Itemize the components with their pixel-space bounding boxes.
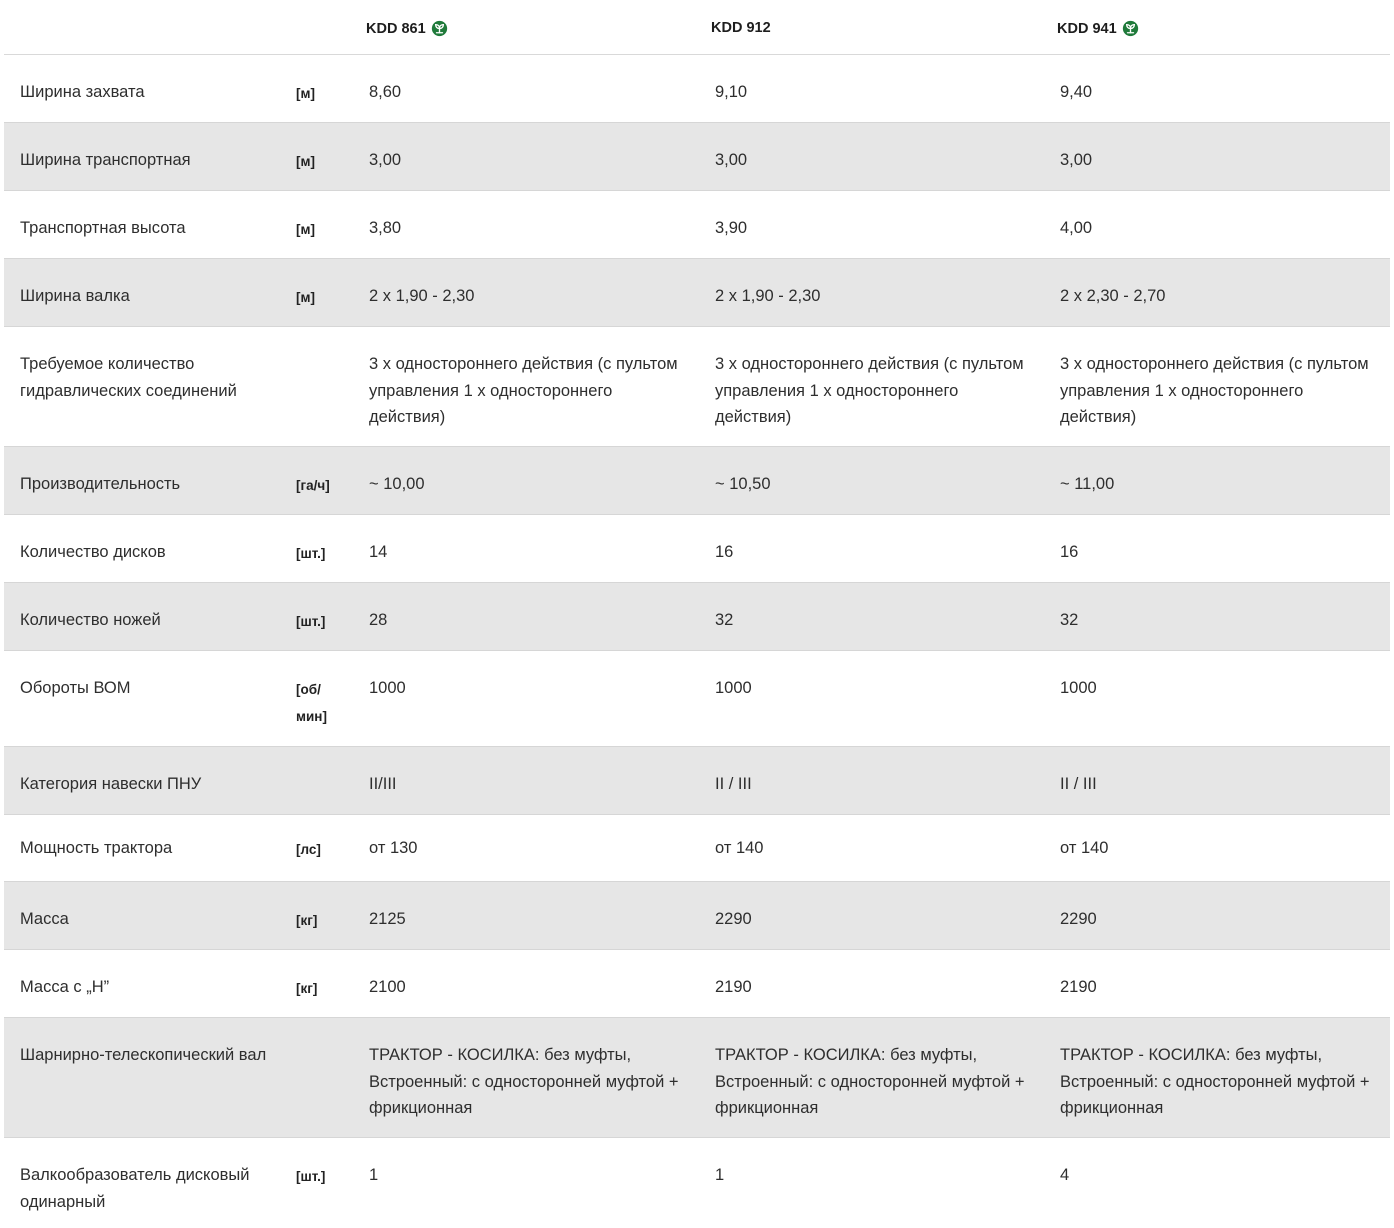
row-value: 4,00 — [1060, 219, 1093, 237]
table-row — [4, 515, 1390, 583]
eco-leaf-icon — [431, 20, 448, 37]
row-unit: [кг] — [296, 981, 318, 996]
row-value: 3,00 — [1060, 151, 1093, 169]
table-row — [4, 882, 1390, 950]
row-label: Мощность трактора — [20, 839, 173, 857]
row-value: 32 — [715, 611, 734, 629]
table-row — [4, 259, 1390, 327]
row-value: 2290 — [715, 910, 752, 928]
table-row — [4, 123, 1390, 191]
row-value: 2190 — [715, 978, 752, 996]
row-value: 28 — [369, 611, 388, 629]
table-row — [4, 815, 1390, 882]
spec-table — [4, 0, 1390, 1227]
table-row — [4, 747, 1390, 815]
row-unit: [м] — [296, 86, 315, 101]
row-label: Требуемое количество гидравлических соединений — [20, 355, 237, 400]
row-value: 3,80 — [369, 219, 402, 237]
row-value: от 140 — [1060, 839, 1109, 857]
row-label: Масса — [20, 910, 69, 928]
row-value: 4 — [1060, 1166, 1070, 1184]
row-unit: [лс] — [296, 842, 321, 857]
table-row — [4, 583, 1390, 651]
row-value: 1000 — [715, 679, 752, 697]
row-value: 2 x 1,90 - 2,30 — [715, 287, 821, 305]
row-unit: [шт.] — [296, 1169, 326, 1184]
model-name: KDD 912 — [711, 20, 771, 36]
row-value: ~ 11,00 — [1060, 475, 1115, 493]
row-label: Ширина захвата — [20, 83, 145, 101]
row-value: ~ 10,00 — [369, 475, 425, 493]
row-unit: [об/ мин] — [296, 682, 327, 724]
row-label: Масса с „H” — [20, 978, 110, 996]
row-unit: [шт.] — [296, 546, 326, 561]
row-value: от 130 — [369, 839, 418, 857]
row-value: ТРАКТОР - КОСИЛКА: без муфты, Встроенный: с односторонней муфтой + фрикционная — [369, 1046, 679, 1117]
row-value: 8,60 — [369, 83, 402, 101]
row-label: Ширина валка — [20, 287, 130, 305]
table-row — [4, 1138, 1390, 1227]
row-unit: [кг] — [296, 913, 318, 928]
row-value: 1000 — [369, 679, 406, 697]
model-header-3 — [1057, 20, 1139, 37]
row-value: 2 x 2,30 - 2,70 — [1060, 287, 1166, 305]
model-header-1 — [366, 20, 448, 37]
row-label: Количество дисков — [20, 543, 166, 561]
row-value: 3 x одностороннего действия (с пультом управления 1 x одностороннего действия) — [715, 355, 1024, 426]
row-unit: [шт.] — [296, 614, 326, 629]
eco-leaf-icon — [1122, 20, 1139, 37]
row-value: II / III — [715, 775, 752, 793]
row-value: ~ 10,50 — [715, 475, 771, 493]
row-value: 32 — [1060, 611, 1079, 629]
row-value: 2100 — [369, 978, 406, 996]
row-value: 1 — [369, 1166, 379, 1184]
row-unit: [м] — [296, 222, 315, 237]
row-label: Обороты ВОМ — [20, 679, 131, 697]
table-header — [4, 0, 1390, 55]
row-unit: [га/ч] — [296, 478, 330, 493]
table-row — [4, 55, 1390, 123]
row-value: ТРАКТОР - КОСИЛКА: без муфты, Встроенный: с односторонней муфтой + фрикционная — [1060, 1046, 1370, 1117]
row-value: II / III — [1060, 775, 1097, 793]
row-value: 2125 — [369, 910, 406, 928]
row-value: 14 — [369, 543, 388, 561]
table-row — [4, 651, 1390, 747]
row-value: 16 — [1060, 543, 1079, 561]
row-value: ТРАКТОР - КОСИЛКА: без муфты, Встроенный: с односторонней муфтой + фрикционная — [715, 1046, 1025, 1117]
table-row — [4, 447, 1390, 515]
row-value: 3 x одностороннего действия (с пультом управления 1 x одностороннего действия) — [369, 355, 678, 426]
row-value: 2190 — [1060, 978, 1097, 996]
row-value: 2 x 1,90 - 2,30 — [369, 287, 475, 305]
row-value: 3,00 — [715, 151, 748, 169]
table-row — [4, 191, 1390, 259]
row-label: Ширина транспортная — [20, 151, 191, 169]
table-row — [4, 327, 1390, 447]
table-row — [4, 950, 1390, 1018]
row-label: Количество ножей — [20, 611, 161, 629]
row-label: Производительность — [20, 475, 181, 493]
row-label: Категория навески ПНУ — [20, 775, 202, 793]
table-row — [4, 1018, 1390, 1138]
row-value: 1000 — [1060, 679, 1097, 697]
row-value: 3,00 — [369, 151, 402, 169]
row-value: II/III — [369, 775, 397, 793]
row-label: Транспортная высота — [20, 219, 186, 237]
row-value: 3,90 — [715, 219, 748, 237]
row-value: 3 x одностороннего действия (с пультом управления 1 x одностороннего действия) — [1060, 355, 1369, 426]
model-name: KDD 941 — [1057, 20, 1117, 37]
row-value: 9,40 — [1060, 83, 1093, 101]
model-name: KDD 861 — [366, 20, 426, 37]
row-label: Валкообразователь дисковый одинарный — [20, 1166, 250, 1211]
row-value: 2290 — [1060, 910, 1097, 928]
model-header-2 — [711, 20, 771, 36]
row-value: 1 — [715, 1166, 725, 1184]
row-value: 16 — [715, 543, 734, 561]
row-value: от 140 — [715, 839, 764, 857]
row-unit: [м] — [296, 290, 315, 305]
row-value: 9,10 — [715, 83, 748, 101]
row-unit: [м] — [296, 154, 315, 169]
row-label: Шарнирно-телескопический вал — [20, 1046, 267, 1064]
